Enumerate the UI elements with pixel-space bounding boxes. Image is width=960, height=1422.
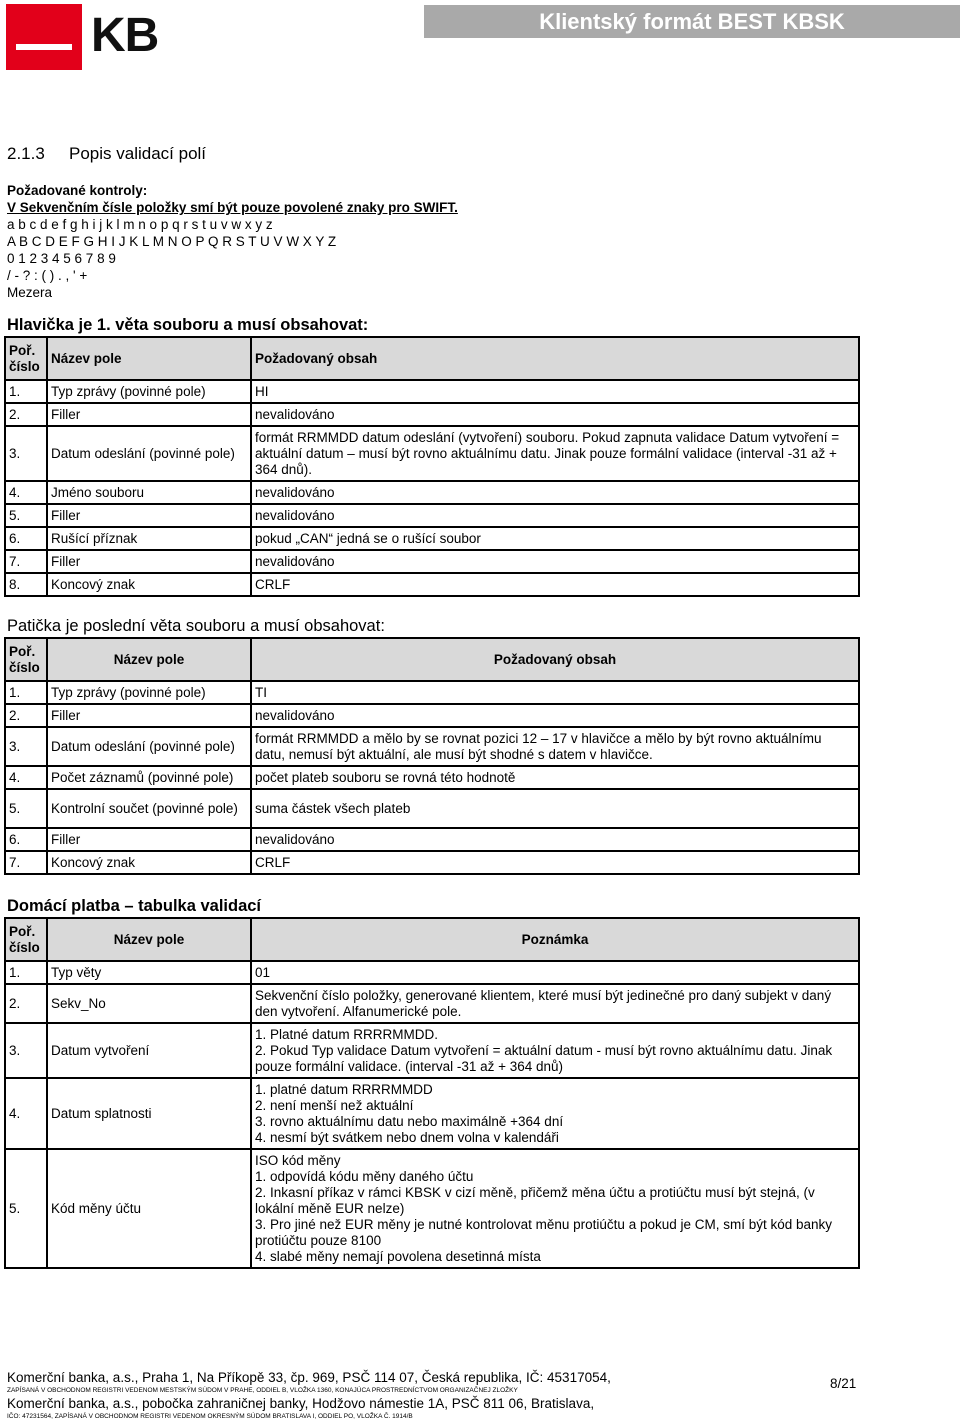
- table-row: [5, 704, 859, 727]
- row-content: počet plateb souboru se rovná této hodnotě: [251, 766, 859, 789]
- table-row: [5, 403, 859, 426]
- allowed-chars-line: 0 1 2 3 4 5 6 7 8 9: [7, 251, 116, 266]
- table-row: [5, 1078, 859, 1149]
- footer-table: [4, 637, 860, 875]
- row-number: 2.: [5, 403, 47, 426]
- note-line: 3. Pro jiné než EUR měny je nutné kontrolovat měnu protiúčtu a pokud je CM, smí být kód banky protiúčtu pouze 8100: [255, 1216, 833, 1248]
- table-header-row: [5, 638, 859, 681]
- section-number: 2.1.3: [7, 144, 45, 163]
- row-name: Filler: [47, 504, 251, 527]
- table-row: [5, 681, 859, 704]
- row-name: Datum splatnosti: [47, 1078, 251, 1149]
- table-row: [5, 380, 859, 403]
- row-number: 1.: [5, 961, 47, 984]
- table-row: [5, 1149, 859, 1268]
- kb-logo-mark: [6, 4, 82, 70]
- col-note-header: Poznámka: [251, 918, 859, 961]
- document-title: Klientský formát BEST KBSK: [424, 5, 960, 38]
- row-note: [251, 1078, 859, 1149]
- domestic-table-heading: Domácí platba – tabulka validací: [7, 897, 262, 915]
- note-line: 1. platné datum RRRRMMDD: [255, 1081, 433, 1097]
- row-content: nevalidováno: [251, 504, 859, 527]
- row-content: nevalidováno: [251, 828, 859, 851]
- row-name: Datum odeslání (povinné pole): [47, 426, 251, 481]
- note-line: 2. Inkasní příkaz v rámci KBSK v cizí měně, přičemž měna účtu a protiúčtu musí být stejná, (v lokální měně EUR nelze): [255, 1184, 815, 1216]
- row-content: formát RRMMDD a mělo by se rovnat pozici 12 – 17 v hlavičce a mělo by být rovno aktuálnímu datu, nemusí být aktuální, ale musí být shodné s datem v hlavičce.: [251, 727, 859, 766]
- row-content: nevalidováno: [251, 550, 859, 573]
- table-row: [5, 789, 859, 828]
- row-content: TI: [251, 681, 859, 704]
- col-content-header: Požadovaný obsah: [251, 337, 859, 380]
- row-content: CRLF: [251, 851, 859, 874]
- col-name-header: Název pole: [47, 337, 251, 380]
- row-number: 1.: [5, 681, 47, 704]
- row-name: Typ zprávy (povinné pole): [47, 681, 251, 704]
- footer-registry-line: ZAPÍSANÁ V OBCHODNOM REGISTRI VEDENOM MESTSKÝM SÚDOM V PRAHE, ODDIEL B, VLOŽKA 1360, KONAJÚCA PROSTREDNÍCTVOM ORGANIZAČNEJ ZLOŽKY: [7, 1387, 518, 1394]
- table-row: [5, 504, 859, 527]
- table-row: [5, 961, 859, 984]
- note-line: 1. Platné datum RRRRMMDD.: [255, 1026, 439, 1042]
- kb-logo: [6, 4, 178, 70]
- row-name: Rušící příznak: [47, 527, 251, 550]
- col-number-header: Poř. číslo: [5, 638, 47, 681]
- page-number: 8/21: [830, 1376, 857, 1391]
- allowed-chars-line: a b c d e f g h i j k l m n o p q r s t u v w x y z: [7, 217, 273, 232]
- row-name: Datum odeslání (povinné pole): [47, 727, 251, 766]
- row-name: Sekv_No: [47, 984, 251, 1023]
- row-note: [251, 961, 859, 984]
- row-content: formát RRMMDD datum odeslání (vytvoření) souboru. Pokud zapnuta validace Datum vytvoření = aktuální datum – musí být rovno aktuálnímu datu. Jinak pouze formální validace (interval -31 až + 364 dnů).: [251, 426, 859, 481]
- note-line: 01: [255, 964, 271, 980]
- col-name-header: Název pole: [47, 918, 251, 961]
- row-name: Kontrolní součet (povinné pole): [47, 789, 251, 828]
- row-name: Filler: [47, 828, 251, 851]
- table-row: [5, 426, 859, 481]
- allowed-chars-line: / - ? : ( ) . , ' +: [7, 268, 88, 283]
- header-table: [4, 336, 860, 597]
- row-name: Kód měny účtu: [47, 1149, 251, 1268]
- footer-registry-line: IČO: 47231564, ZAPÍSANÁ V OBCHODNOM REGISTRI VEDENOM OKRESNÝM SÚDOM BRATISLAVA I, ODDIEL PO, VLOŽKA Č. 1914/B: [7, 1413, 413, 1420]
- row-number: 3.: [5, 426, 47, 481]
- requirements-block: [7, 182, 458, 301]
- row-content: nevalidováno: [251, 481, 859, 504]
- note-line: Sekvenční číslo položky, generované klientem, které musí být jedinečné pro daný subjekt v daný den vytvoření. Alfanumerické pole.: [255, 987, 832, 1019]
- row-number: 4.: [5, 766, 47, 789]
- row-name: Koncový znak: [47, 573, 251, 596]
- allowed-chars-line: A B C D E F G H I J K L M N O P Q R S T U V W X Y Z: [7, 234, 337, 249]
- row-number: 7.: [5, 851, 47, 874]
- col-name-header: Název pole: [47, 638, 251, 681]
- table-row: [5, 766, 859, 789]
- row-name: Filler: [47, 704, 251, 727]
- row-name: Jméno souboru: [47, 481, 251, 504]
- row-note: [251, 1023, 859, 1078]
- row-content: HI: [251, 380, 859, 403]
- row-name: Počet záznamů (povinné pole): [47, 766, 251, 789]
- row-number: 3.: [5, 727, 47, 766]
- row-name: Filler: [47, 550, 251, 573]
- section-title: Popis validací polí: [69, 144, 207, 163]
- row-number: 3.: [5, 1023, 47, 1078]
- row-name: Filler: [47, 403, 251, 426]
- allowed-chars-line: Mezera: [7, 285, 53, 300]
- section-heading: [7, 144, 206, 164]
- table-row: [5, 1023, 859, 1078]
- footer-table-heading: Patička je poslední věta souboru a musí obsahovat:: [7, 617, 385, 635]
- table-row: [5, 527, 859, 550]
- note-line: 4. slabé měny nemají povolena desetinná místa: [255, 1248, 541, 1264]
- row-number: 5.: [5, 504, 47, 527]
- row-number: 2.: [5, 984, 47, 1023]
- col-number-header: Poř. číslo: [5, 918, 47, 961]
- table-row: [5, 828, 859, 851]
- row-number: 4.: [5, 481, 47, 504]
- row-number: 2.: [5, 704, 47, 727]
- note-line: 3. rovno aktuálnímu datu nebo maximálně +364 dní: [255, 1113, 564, 1129]
- header-table-heading: Hlavička je 1. věta souboru a musí obsahovat:: [7, 316, 369, 334]
- note-line: 4. nesmí být svátkem nebo dnem volna v kalendáři: [255, 1129, 559, 1145]
- row-content: pokud „CAN“ jedná se o rušící soubor: [251, 527, 859, 550]
- row-content: CRLF: [251, 573, 859, 596]
- footer-company-line: Komerční banka, a.s., Praha 1, Na Příkopě 33, čp. 969, PSČ 114 07, Česká republika, IČ: 45317054,: [7, 1370, 611, 1385]
- requirements-subheading: V Sekvenčním čísle položky smí být pouze povolené znaky pro SWIFT.: [7, 200, 458, 215]
- row-number: 6.: [5, 527, 47, 550]
- note-line: 2. není menší než aktuální: [255, 1097, 414, 1113]
- row-number: 1.: [5, 380, 47, 403]
- row-name: Datum vytvoření: [47, 1023, 251, 1078]
- row-number: 5.: [5, 1149, 47, 1268]
- col-content-header: Požadovaný obsah: [251, 638, 859, 681]
- table-row: [5, 727, 859, 766]
- table-row: [5, 984, 859, 1023]
- table-row: [5, 851, 859, 874]
- row-content: nevalidováno: [251, 403, 859, 426]
- row-number: 6.: [5, 828, 47, 851]
- note-line: 1. odpovídá kódu měny daného účtu: [255, 1168, 474, 1184]
- row-name: Typ zprávy (povinné pole): [47, 380, 251, 403]
- footer-branch-line: Komerční banka, a.s., pobočka zahraničnej banky, Hodžovo námestie 1A, PSČ 811 06, Bratislava,: [7, 1396, 595, 1411]
- col-number-header: Poř. číslo: [5, 337, 47, 380]
- table-row: [5, 481, 859, 504]
- table-header-row: [5, 918, 859, 961]
- row-number: 5.: [5, 789, 47, 828]
- requirements-heading: Požadované kontroly:: [7, 183, 148, 198]
- row-content: nevalidováno: [251, 704, 859, 727]
- row-number: 8.: [5, 573, 47, 596]
- row-name: Typ věty: [47, 961, 251, 984]
- row-note: [251, 1149, 859, 1268]
- row-name: Koncový znak: [47, 851, 251, 874]
- row-content: suma částek všech plateb: [251, 789, 859, 828]
- row-number: 7.: [5, 550, 47, 573]
- table-row: [5, 573, 859, 596]
- table-header-row: [5, 337, 859, 380]
- row-note: [251, 984, 859, 1023]
- note-line: ISO kód měny: [255, 1152, 341, 1168]
- note-line: 2. Pokud Typ validace Datum vytvoření = aktuální datum - musí být rovno aktuálnímu datu. Jinak pouze formální validace. (interval -31 až + 364 dnů): [255, 1042, 833, 1074]
- domestic-validation-table: [4, 917, 860, 1269]
- table-row: [5, 550, 859, 573]
- row-number: 4.: [5, 1078, 47, 1149]
- kb-logo-text: KB: [91, 9, 159, 62]
